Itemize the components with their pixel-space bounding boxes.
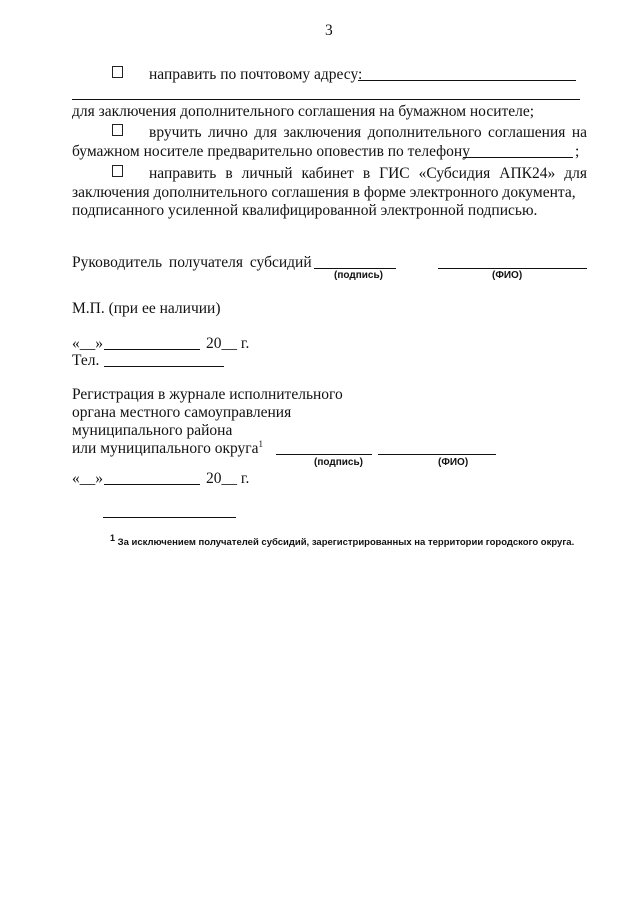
registration-line2: органа местного самоуправления [72,404,292,421]
footnote-separator [103,517,236,518]
mail-address-line-2[interactable] [72,99,580,100]
option-personal-semicolon: ; [575,143,580,160]
option-cabinet-line2: заключения дополнительного соглашения в форме электронного документа, [72,184,576,201]
date-1-month-line[interactable] [104,349,200,350]
registration-fio-line[interactable] [378,454,496,455]
registration-signature-line[interactable] [276,454,372,455]
registration-fio-caption: (ФИО) [438,457,469,468]
date-1-year: 20__ г. [206,335,250,352]
stamp-label: М.П. (при ее наличии) [72,300,221,317]
registration-line1: Регистрация в журнале исполнительного [72,386,343,403]
date-2-year: 20__ г. [206,470,250,487]
date-2-month-line[interactable] [104,484,200,485]
head-sign-caption: (подпись) [334,270,383,281]
head-signature-line[interactable] [314,268,396,269]
phone-line[interactable] [104,366,224,367]
option-cabinet-line3: подписанного усиленной квалифицированной электронной подписью. [72,202,538,219]
head-fio-caption: (ФИО) [492,270,523,281]
footnote [110,532,575,548]
checkbox-cabinet[interactable] [112,165,123,177]
registration-sign-caption: (подпись) [314,457,363,468]
registration-line4 [72,440,263,458]
option-personal-line1: вручить лично для заключения дополнительного соглашения на [149,124,587,141]
head-signature-label: Руководитель получателя субсидий [72,254,312,271]
footnote-text: За исключением получателей субсидий, зарегистрированных на территории городского округа. [117,537,575,548]
footnote-mark: 1 [110,532,116,543]
option-mail-label: направить по почтовому адресу: [149,66,363,83]
phone-label: Тел. [72,352,100,369]
registration-line4-text: или муниципального округа [72,440,259,457]
phone-notify-line[interactable] [463,157,573,158]
mail-address-line[interactable] [358,80,576,81]
date-2-day: «__» [72,470,103,487]
option-cabinet-line1: направить в личный кабинет в ГИС «Субсидия АПК24» для [149,165,587,182]
registration-footnote-mark: 1 [258,438,264,449]
head-fio-line[interactable] [438,268,587,269]
option-mail-continuation: для заключения дополнительного соглашения на бумажном носителе; [72,103,535,120]
registration-line3: муниципального района [72,422,233,439]
checkbox-personal[interactable] [112,124,123,136]
option-personal-line2: бумажном носителе предварительно оповестив по телефону [72,143,470,160]
checkbox-mail[interactable] [112,66,123,78]
date-1-day: «__» [72,335,103,352]
page-number: 3 [325,22,333,39]
